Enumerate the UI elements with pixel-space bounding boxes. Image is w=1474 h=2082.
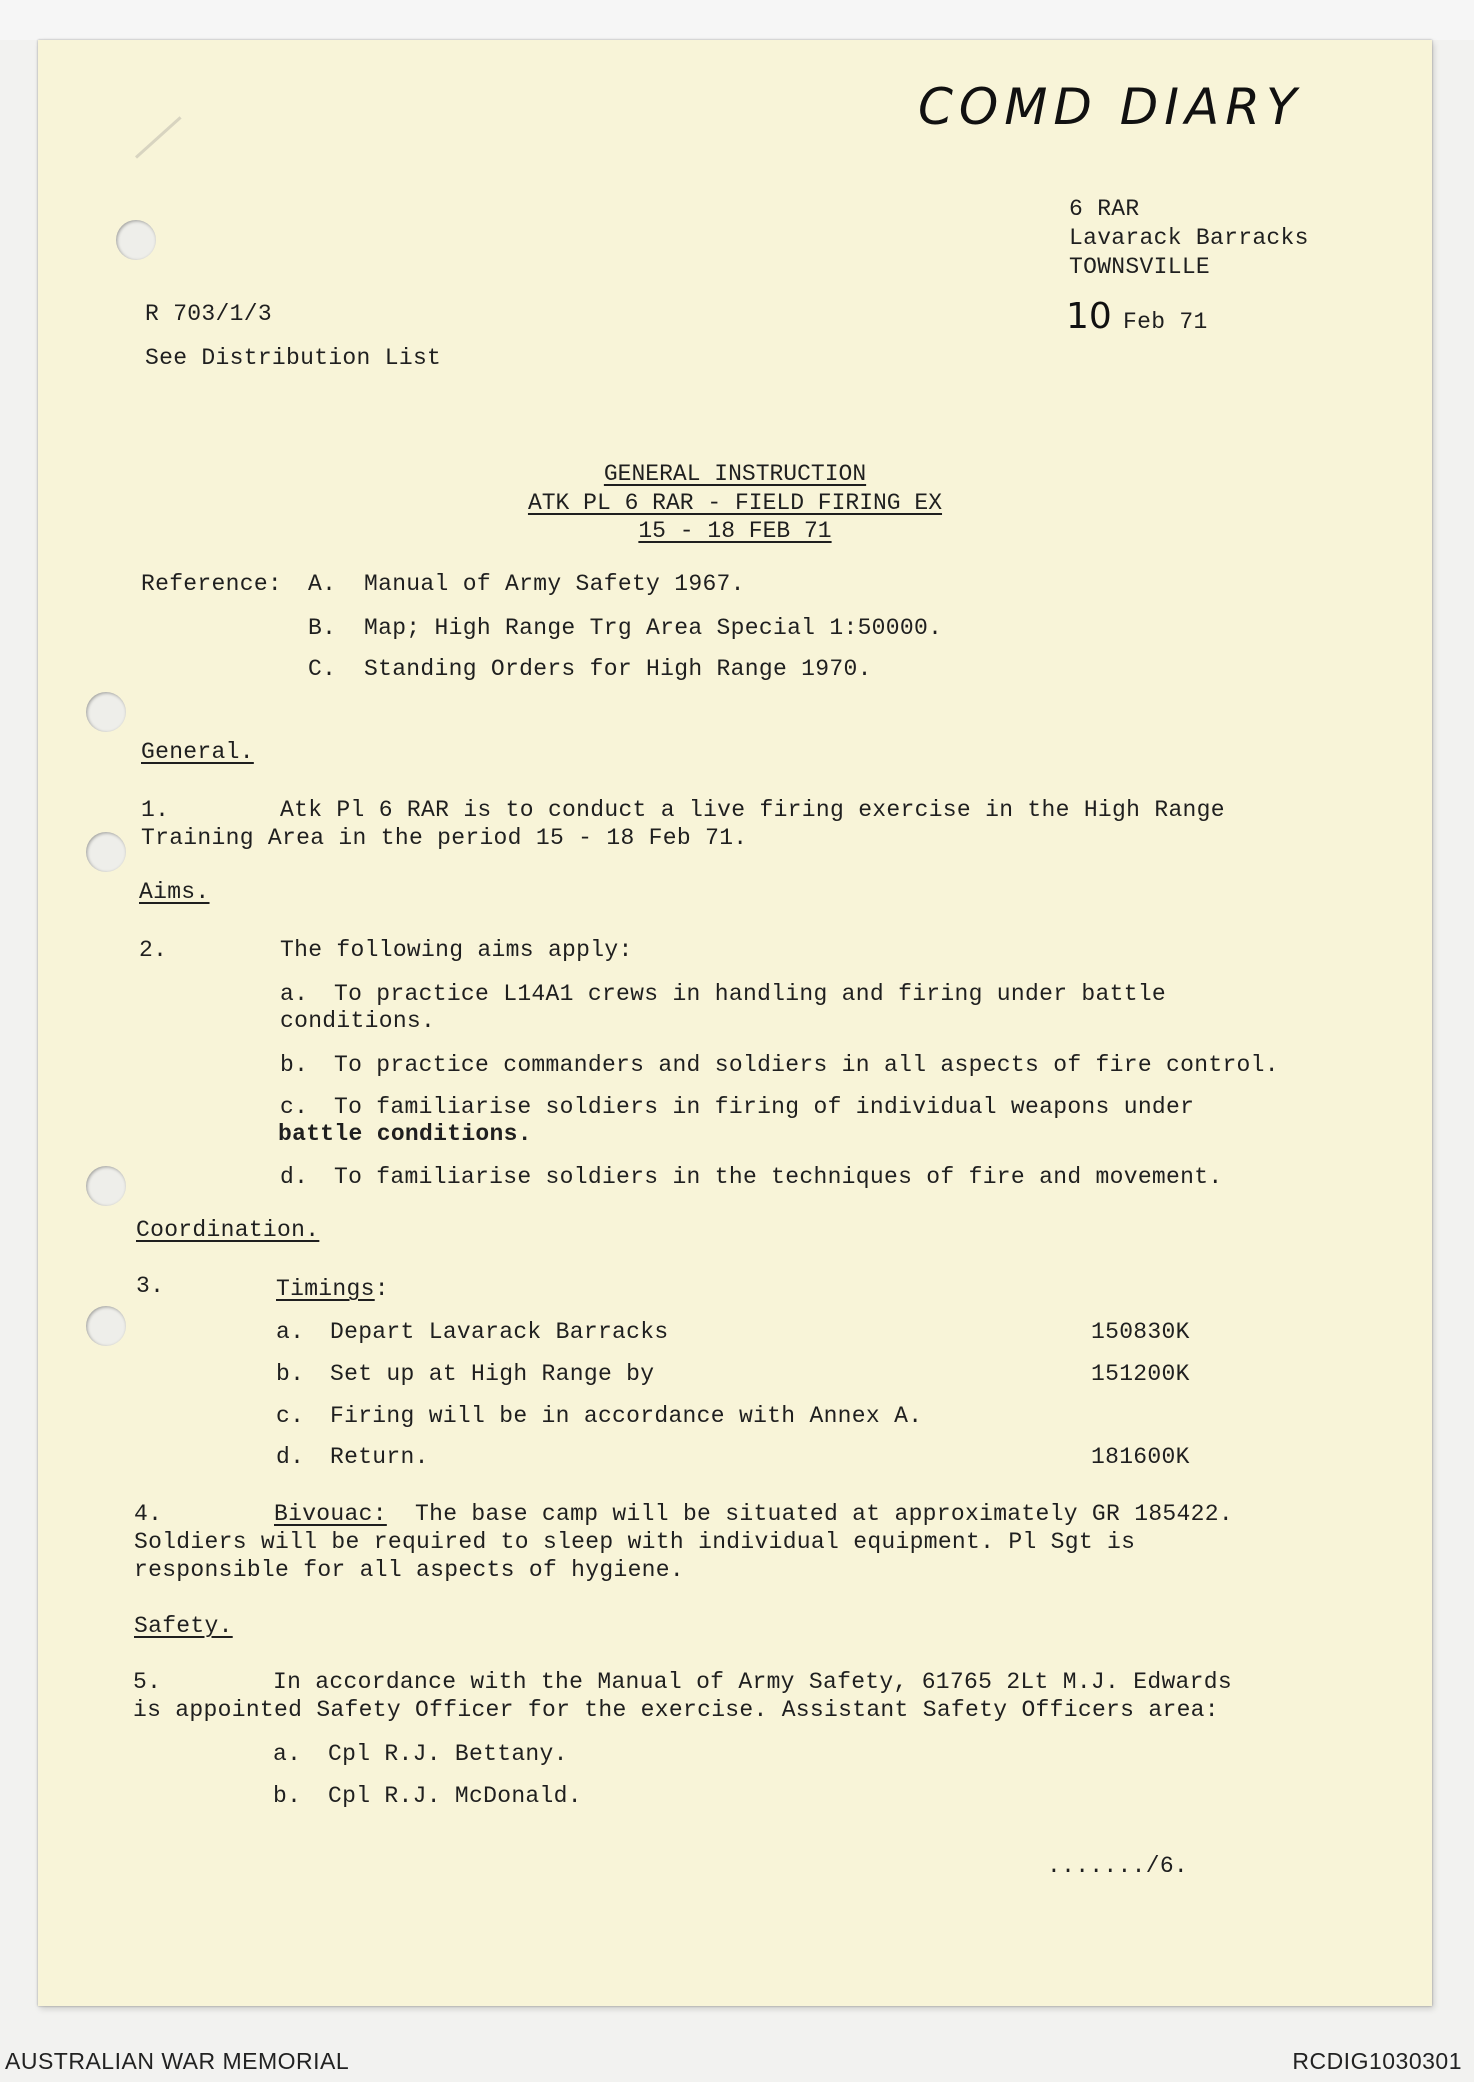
reference-label: Reference:	[141, 571, 283, 597]
timing-d-time: 181600K	[1091, 1444, 1190, 1470]
aim-a-line-2: conditions.	[280, 1008, 436, 1034]
title-line-3: 15 - 18 FEB 71	[638, 518, 832, 544]
reference-letter-b: B.	[308, 615, 337, 641]
distribution-line: See Distribution List	[145, 345, 442, 371]
file-reference: R 703/1/3	[145, 301, 272, 327]
timings-label-text: Timings	[276, 1276, 375, 1302]
punch-hole	[86, 1306, 126, 1346]
para-1-line-1: Atk Pl 6 RAR is to conduct a live firing exercise in the High Range	[280, 797, 1225, 823]
timing-a-text: Depart Lavarack Barracks	[330, 1319, 669, 1345]
aim-c-line-2: battle conditions.	[278, 1121, 532, 1147]
para-3-number: 3.	[136, 1273, 165, 1299]
timings-colon: :	[374, 1276, 389, 1302]
punch-hole	[116, 220, 156, 260]
timing-letter-b: b.	[276, 1361, 305, 1387]
heading-general: General.	[141, 739, 254, 765]
staple-mark	[135, 116, 182, 158]
reference-text-c: Standing Orders for High Range 1970.	[364, 656, 872, 682]
aim-d-line-1: To familiarise soldiers in the techniques of fire and movement.	[334, 1164, 1223, 1190]
timing-b-text: Set up at High Range by	[330, 1361, 655, 1387]
aim-letter-b: b.	[280, 1052, 309, 1078]
bivouac-label: Bivouac:	[274, 1501, 387, 1527]
footer-record-id: RCDIG1030301	[1292, 2048, 1462, 2074]
para-4-line-3: responsible for all aspects of hygiene.	[134, 1557, 684, 1583]
timing-b-time: 151200K	[1091, 1361, 1190, 1387]
para-2-intro: The following aims apply:	[280, 937, 633, 963]
heading-aims: Aims.	[139, 879, 210, 905]
aim-b-line-1: To practice commanders and soldiers in all aspects of fire control.	[334, 1052, 1279, 1078]
continuation-marker: ......./6.	[1047, 1853, 1189, 1879]
handwritten-day: 10	[1066, 296, 1112, 337]
safety-letter-b: b.	[273, 1783, 302, 1809]
aim-c-line-1: To familiarise soldiers in firing of individual weapons under	[334, 1094, 1195, 1120]
timing-letter-a: a.	[276, 1319, 305, 1345]
handwritten-comd-diary: COMD DIARY	[918, 78, 1303, 136]
aim-letter-d: d.	[280, 1164, 309, 1190]
reference-text-a: Manual of Army Safety 1967.	[364, 571, 745, 597]
title-line-1: GENERAL INSTRUCTION	[603, 461, 867, 487]
address-line-1: 6 RAR	[1069, 196, 1140, 222]
para-4-line-1: The base camp will be situated at approximately GR 185422.	[415, 1501, 1233, 1527]
scan-top-band	[0, 0, 1474, 40]
reference-letter-a: A.	[308, 571, 337, 597]
safety-letter-a: a.	[273, 1741, 302, 1767]
address-line-3: TOWNSVILLE	[1069, 254, 1211, 280]
punch-hole	[86, 1166, 126, 1206]
timing-letter-c: c.	[276, 1403, 305, 1429]
para-5-line-1: In accordance with the Manual of Army Safety, 61765 2Lt M.J. Edwards	[273, 1669, 1232, 1695]
safety-officer-a: Cpl R.J. Bettany.	[328, 1741, 568, 1767]
footer-archive-name: AUSTRALIAN WAR MEMORIAL	[5, 2048, 350, 2074]
para-2-number: 2.	[139, 937, 168, 963]
timing-a-time: 150830K	[1091, 1319, 1190, 1345]
aim-letter-a: a.	[280, 981, 309, 1007]
punch-hole	[86, 832, 126, 872]
aim-letter-c: c.	[280, 1094, 309, 1120]
para-4-number: 4.	[134, 1501, 163, 1527]
heading-safety: Safety.	[134, 1613, 233, 1639]
heading-coordination: Coordination.	[136, 1217, 320, 1243]
timing-d-text: Return.	[330, 1444, 429, 1470]
reference-text-b: Map; High Range Trg Area Special 1:50000.	[364, 615, 943, 641]
timing-c-text: Firing will be in accordance with Annex A.	[330, 1403, 923, 1429]
aim-a-line-1: To practice L14A1 crews in handling and firing under battle	[334, 981, 1167, 1007]
safety-officer-b: Cpl R.J. McDonald.	[328, 1783, 582, 1809]
title-line-2: ATK PL 6 RAR - FIELD FIRING EX	[527, 490, 943, 516]
timings-label	[276, 1275, 389, 1303]
para-4-line-2: Soldiers will be required to sleep with individual equipment. Pl Sgt is	[134, 1529, 1136, 1555]
para-5-number: 5.	[133, 1669, 162, 1695]
para-1-number: 1.	[141, 797, 170, 823]
para-5-line-2: is appointed Safety Officer for the exercise. Assistant Safety Officers area:	[133, 1697, 1219, 1723]
timing-letter-d: d.	[276, 1444, 305, 1470]
punch-hole	[86, 692, 126, 732]
reference-letter-c: C.	[308, 656, 337, 682]
date-month-year: Feb 71	[1123, 309, 1208, 335]
address-line-2: Lavarack Barracks	[1069, 225, 1309, 251]
para-1-line-2: Training Area in the period 15 - 18 Feb 71.	[141, 825, 748, 851]
